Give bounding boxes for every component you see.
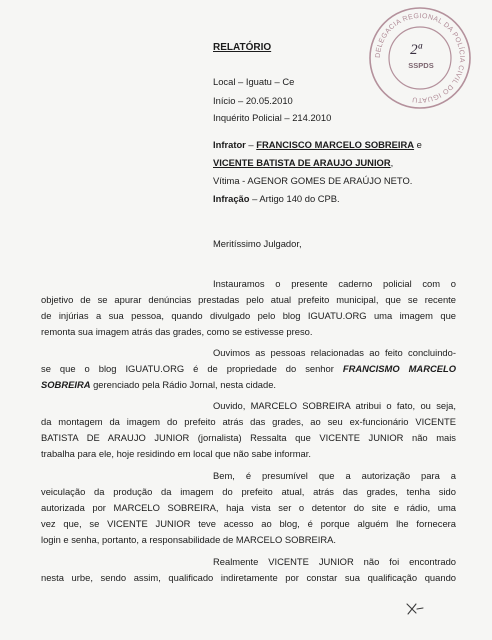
p3-line-2: da montagem da imagem do prefeito atrás das grades, ao seu ex-funcionário VICENTE: [41, 416, 456, 427]
p5-line-2: nesta urbe, sendo assim, qualificado indiretamente por constar sua qualificação quando: [41, 572, 456, 583]
p4-line-3: autorizada por MARCELO SOBREIRA, haja vista ser o detentor do site e rádio, uma: [41, 502, 456, 513]
p2-line-2-text: se que o blog IGUATU.ORG é de propriedade do senhor: [41, 363, 343, 374]
seal-number: 2ª: [410, 42, 422, 58]
seal-ring-text: DELEGACIA REGIONAL DA POLÍCIA CIVIL DO IGUATU: [374, 12, 466, 104]
infracao-label: Infração: [213, 193, 250, 204]
infracao-line: [213, 193, 340, 205]
inquerito-line: Inquérito Policial – 214.2010: [213, 112, 332, 123]
infrator-conj: e: [414, 139, 422, 150]
infrator-sep: –: [245, 139, 257, 150]
p2-line-3: [41, 379, 276, 391]
local-line: Local – Iguatu – Ce: [213, 76, 295, 87]
p2-line-2: [41, 363, 456, 375]
document-title: RELATÓRIO: [213, 42, 272, 53]
p2-line-3-name: SOBREIRA: [41, 379, 91, 390]
inicio-line: Início – 20.05.2010: [213, 95, 293, 106]
official-seal: [366, 4, 474, 112]
vitima-line: Vítima - AGENOR GOMES DE ARAÚJO NETO.: [213, 175, 413, 186]
p1-line-2: objetivo de se apurar denúncias prestadas pelo atual prefeito municipal, que se recente: [41, 294, 456, 305]
infrator-label: Infrator: [213, 139, 246, 150]
handwritten-initial: [404, 600, 426, 618]
p2-line-3-text: gerenciado pela Rádio Jornal, nesta cidade.: [90, 379, 277, 390]
p2-line-2-name: FRANCISMO MARCELO: [342, 363, 457, 374]
seal-label: SSPDS: [408, 61, 434, 70]
p2-line-1: Ouvimos as pessoas relacionadas ao feito concluindo-: [213, 347, 456, 358]
infrator-line: [213, 139, 422, 151]
p1-line-1: Instauramos o presente caderno policial com o: [213, 278, 456, 289]
salutation: Meritíssimo Julgador,: [213, 238, 302, 249]
p3-line-1: Ouvido, MARCELO SOBREIRA atribui o fato, ou seja,: [213, 400, 456, 411]
infrator-name-2: VICENTE BATISTA DE ARAUJO JUNIOR: [213, 157, 391, 168]
infracao-text: – Artigo 140 do CPB.: [249, 193, 340, 204]
p1-line-4: remonta sua imagem atrás das grades, como se estivesse preso.: [41, 326, 313, 337]
p3-line-3: BATISTA DE ARAUJO JUNIOR (jornalista) Ressalta que VICENTE JUNIOR não mais: [41, 432, 456, 443]
p3-line-4: trabalha para ele, hoje residindo em local que não sabe informar.: [41, 448, 311, 459]
infrator-name-1: FRANCISCO MARCELO SOBREIRA: [256, 139, 415, 150]
p4-line-2: veiculação da produção da imagem do prefeito atual, atrás das grades, tenha sido: [41, 486, 456, 497]
p4-line-4: vez que, se VICENTE JUNIOR teve acesso ao blog, é porque alguém lhe fornecera: [41, 518, 456, 529]
p4-line-5: login e senha, portanto, a responsabilidade de MARCELO SOBREIRA.: [41, 534, 336, 545]
p5-line-1: Realmente VICENTE JUNIOR não foi encontrado: [213, 556, 456, 567]
p1-line-3: de injúrias a sua pessoa, quando divulgado pelo blog IGUATU.ORG uma imagem que: [41, 310, 456, 321]
infrator-comma: ,: [390, 157, 394, 168]
p4-line-1: Bem, é presumível que a autorização para a: [213, 470, 456, 481]
infrator-line-2: [213, 157, 393, 169]
